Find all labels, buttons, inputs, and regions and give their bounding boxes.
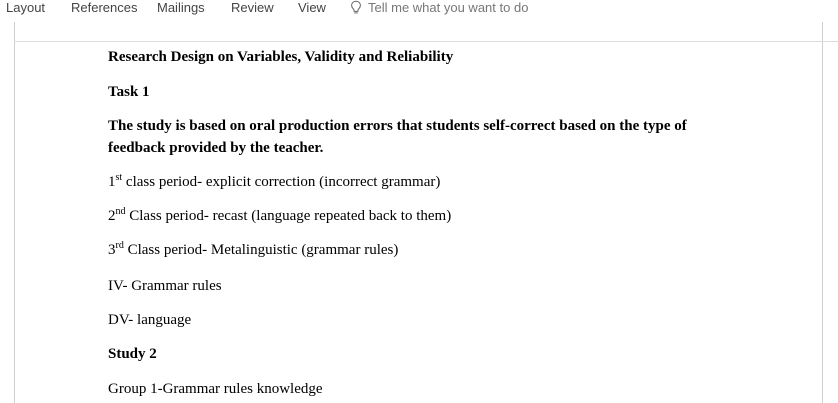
independent-variable: IV- Grammar rules <box>108 278 222 294</box>
tab-review[interactable]: Review <box>231 0 274 15</box>
class-period-2-text: Class period- recast (language repeated back to them) <box>125 208 452 224</box>
class-period-1 <box>108 172 440 194</box>
tab-view[interactable]: View <box>298 0 326 15</box>
class-period-3-ordinal: rd <box>115 240 124 251</box>
class-period-1-text: class period- explicit correction (incorrect grammar) <box>122 174 441 190</box>
class-period-3 <box>108 240 398 262</box>
document-title: Research Design on Variables, Validity and Reliability <box>108 49 454 65</box>
tab-layout[interactable]: Layout <box>6 0 46 15</box>
page-top-edge <box>14 41 823 42</box>
tell-me-placeholder: Tell me what you want to do <box>368 0 529 15</box>
class-period-2-ordinal: nd <box>115 206 126 217</box>
class-period-3-text: Class period- Metalinguistic (grammar rules) <box>123 242 399 258</box>
tab-references[interactable]: References <box>71 0 138 15</box>
study-description-line-1: The study is based on oral production errors that students self-correct based on the type of <box>108 118 687 134</box>
dependent-variable: DV- language <box>108 312 192 328</box>
task-heading: Task 1 <box>108 84 150 100</box>
ribbon <box>0 0 838 22</box>
page-left-edge <box>14 22 15 403</box>
class-period-1-number: 1 <box>108 174 116 190</box>
class-period-1-ordinal: st <box>115 172 123 183</box>
group-1: Group 1-Grammar rules knowledge <box>108 381 323 397</box>
page-right-edge <box>822 22 823 403</box>
class-period-3-number: 3 <box>108 242 116 258</box>
study-description-line-2: feedback provided by the teacher. <box>108 140 324 156</box>
lightbulb-icon <box>350 0 362 15</box>
study-2-heading: Study 2 <box>108 346 157 362</box>
class-period-2 <box>108 206 451 228</box>
page-top-edge-stub <box>823 41 838 42</box>
tab-mailings[interactable]: Mailings <box>157 0 205 15</box>
class-period-2-number: 2 <box>108 208 116 224</box>
